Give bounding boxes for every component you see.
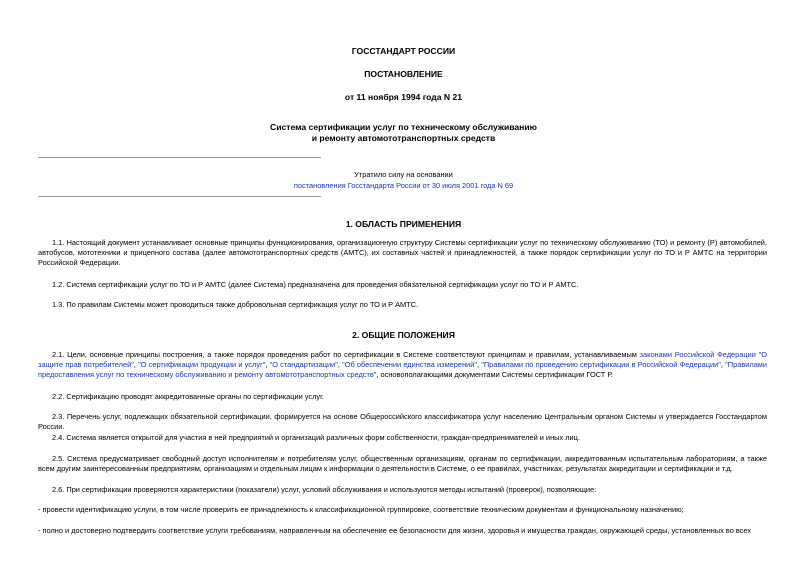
link-law-standardization[interactable]: "О стандартизации" bbox=[269, 360, 338, 369]
status-note-text: Утратило силу на основании bbox=[354, 170, 453, 179]
paragraph-1-3: 1.3. По правилам Системы может проводиться также добровольная сертификация услуг по ТО и Р АМТС. bbox=[52, 300, 419, 309]
divider-top bbox=[38, 157, 321, 158]
section-1-title: 1. ОБЛАСТЬ ПРИМЕНЕНИЯ bbox=[345, 219, 462, 229]
paragraph-2-6: 2.6. При сертификации проверяются характеристики (показатели) услуг, условий обслуживания и используются методы испытаний (проверок), позволяющие: bbox=[52, 485, 597, 494]
paragraph-2-4: 2.4. Система является открытой для участия в ней предприятий и организаций различных форм собственности, граждан-предпринимателей и иных лиц. bbox=[52, 433, 580, 442]
link-law-certification[interactable]: "О сертификации продукции и услуг" bbox=[138, 360, 266, 369]
doc-date-heading: от 11 ноября 1994 года N 21 bbox=[344, 92, 463, 102]
paragraph-2-5: 2.5. Система предусматривает свободный доступ исполнителям и потребителям услуг, общественным организациям, органам по сертификации, аккредитованным испытательным лабораториям, а также всем другим заинтересованным предприятиям, организациям и отдельным лицам к информации о деятельности в Системе, о ее правилах, участниках, результатах аккредитации и сертификации и т.д. bbox=[38, 454, 767, 473]
section-2-title: 2. ОБЩИЕ ПОЛОЖЕНИЯ bbox=[352, 330, 455, 340]
paragraph-1-1: 1.1. Настоящий документ устанавливает основные принципы функционирования, организационную структуру Системы сертификации услуг по техническому обслуживанию (ТО) и ремонту (Р) автомобилей, автобусов, мототехники и прицепного состава (далее автомототранспортных средств (АМТС), их составных частей и принадлежностей, а также порядок сертификации услуг по ТО и Р АМТС на территории Российской Федерации. bbox=[38, 238, 767, 267]
paragraph-2-1: 2.1. Цели, основные принципы построения, а также порядок проведения работ по сертификации в Системе соответствуют принципам и правилам, устанавливаемым законами Российской Федерации "О защите прав потребителей", "О сертификации продукции и услуг", "О стандартизации", "Об обеспечении единства измерений", "Правилами по проведению сертификации в Российской Федерации", "Правилами предоставления услуг по техническому обслуживанию и ремонту автомототранспортных средств", основополагающими документами Системы сертификации ГОСТ Р. bbox=[38, 350, 768, 379]
doc-type-heading: ПОСТАНОВЛЕНИЕ bbox=[364, 69, 443, 79]
org-heading: ГОССТАНДАРТ РОССИИ bbox=[351, 46, 456, 56]
paragraph-1-2: 1.2. Система сертификации услуг по ТО и Р АМТС (далее Система) предназначена для проведения обязательной сертификации услуг по ТО и Р АМТС. bbox=[52, 280, 579, 289]
doc-title-line-2: и ремонту автомототранспортных средств bbox=[311, 133, 496, 143]
paragraph-2-3: 2.3. Перечень услуг, подлежащих обязательной сертификации, формируется на основе Общероссийского классификатора услуг населению Центральным органом Системы и утверждается Госстандартом России. bbox=[38, 412, 767, 431]
link-service-rules[interactable]: "Правилами предоставления услуг по техническому обслуживанию и ремонту автомототранспортных средств" bbox=[38, 360, 768, 379]
link-law-consumer-rights[interactable]: законами Российской Федерации "О защите прав потребителей" bbox=[38, 350, 767, 369]
link-law-measurements[interactable]: "Об обеспечении единства измерений" bbox=[342, 360, 477, 369]
link-certification-rules[interactable]: "Правилами по проведению сертификации в Российской Федерации" bbox=[481, 360, 721, 369]
paragraph-2-2: 2.2. Сертификацию проводят аккредитованные органы по сертификации услуг. bbox=[52, 392, 324, 401]
divider-bottom bbox=[38, 196, 321, 197]
doc-title-line-1: Система сертификации услуг по техническому обслуживанию bbox=[269, 122, 537, 132]
list-item-conformity: - полно и достоверно подтвердить соответствие услуги требованиям, направленным на обеспечение ее безопасности для жизни, здоровья и имущества граждан, окружающей среды, установленных во всех bbox=[38, 526, 752, 535]
list-item-identification: - провести идентификацию услуги, в том числе проверить ее принадлежность к классификационной группировке, соответствие техническим документам и функциональному назначению; bbox=[38, 505, 684, 514]
status-note-link[interactable]: постановления Госстандарта России от 30 июля 2001 года N 69 bbox=[293, 181, 514, 190]
